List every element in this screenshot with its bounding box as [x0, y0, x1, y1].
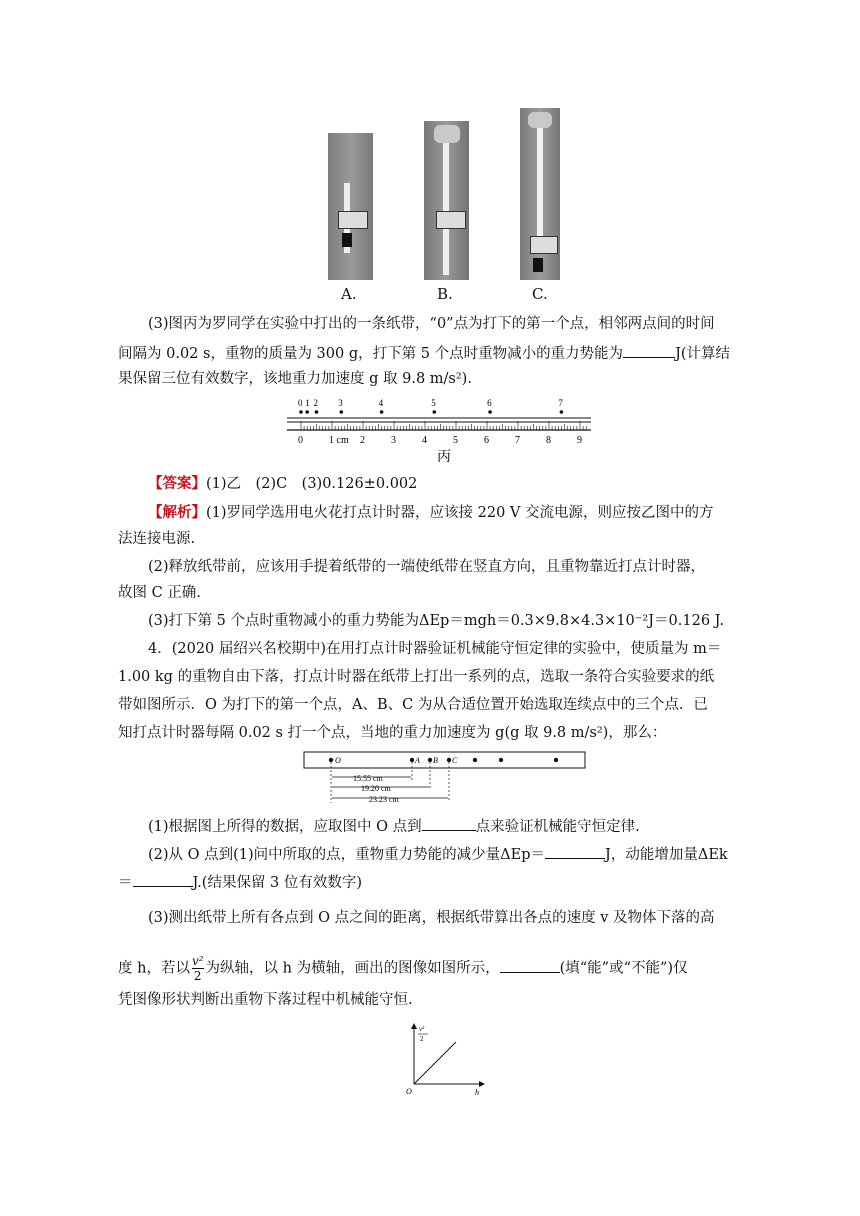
ruler-cm-label: 0: [298, 435, 303, 446]
tape-ruler-figure: [285, 392, 595, 464]
analysis-line-2: 法连接电源.: [118, 531, 196, 547]
tape-label-a: A: [415, 756, 420, 765]
ruler-point-label: 7: [558, 398, 563, 408]
sub3-blank: [500, 958, 560, 973]
sub2-line-2: ＝ J.(结果保留 3 位有效数字): [118, 872, 362, 893]
sub3-fraction: $\frac{\text{v²}}{2}$: [191, 954, 204, 983]
sub2-blank-2: [133, 872, 193, 887]
ruler-cm-label: 3: [391, 435, 396, 446]
v2-h-graph: [398, 1020, 490, 1100]
tape-figure: [303, 750, 587, 806]
ruler-point-label: 5: [431, 398, 436, 408]
q4-line-3: 带如图所示．O 为打下的第一个点，A、B、C 为从合适位置开始选取连续点中的三个点．已: [118, 697, 708, 713]
sub3-line-1: (3)测出纸带上所有各点到 O 点之间的距离，根据纸带算出各点的速度 v 及物体下落的高: [148, 910, 715, 926]
q3-line-2: 间隔为 0.02 s，重物的质量为 300 g，打下第 5 个点时重物减小的重力势能为 J(计算结: [118, 343, 730, 364]
q4-line-1: 4．(2020 届绍兴名校期中)在用打点计时器验证机械能守恒定律的实验中，使质量为 m＝: [148, 641, 722, 657]
answer-line: [148, 474, 417, 494]
tape-dim-1: 15.55 cm: [353, 774, 383, 783]
analysis-line-5: (3)打下第 5 个点时重物减小的重力势能为ΔEp＝mgh＝0.3×9.8×4.3×10⁻²J＝0.126 J.: [148, 613, 724, 629]
sub3-line-3: 凭图像形状判断出重物下落过程中机械能守恒.: [118, 992, 413, 1008]
caption-c: C.: [532, 285, 548, 303]
analysis-tag: 【解析】: [148, 504, 206, 521]
tape-label-o: O: [335, 756, 341, 765]
q3-answer-blank: [623, 343, 675, 358]
ruler-point-label: 4: [378, 398, 384, 408]
graph-line: [414, 1042, 456, 1084]
answer-text: (1)乙 (2)C (3)0.126±0.002: [206, 476, 418, 492]
ruler-caption: 丙: [437, 450, 451, 464]
ruler-cm-label: 4: [422, 435, 427, 446]
sub3-line-2: 度 h，若以 $\frac{\text{v²}}{2}$ 为纵轴，以 h 为横轴，画出的图像如图所示， (填“能”或“不能”)仅: [118, 954, 688, 983]
ruler-point: [488, 410, 492, 414]
ruler-cm-label: 7: [515, 435, 520, 446]
graph-y-label-den: 2: [420, 1035, 424, 1043]
analysis-line-4: 故图 C 正确.: [118, 585, 201, 601]
q4-line-4: 知打点计时器每隔 0.02 s 打一个点，当地的重力加速度为 g(g 取 9.8 m/s²)，那么：: [118, 725, 667, 741]
sub1-blank: [422, 816, 476, 831]
tape-dim-2: 19.20 cm: [361, 784, 391, 793]
sub1-line: (1)根据图上所得的数据，应取图中 O 点到 点来验证机械能守恒定律.: [148, 816, 640, 837]
photo-b: [424, 121, 469, 280]
q3-line-3: 果保留三位有效数字，该地重力加速度 g 取 9.8 m/s²).: [118, 371, 472, 387]
ruler-point-label: 1: [305, 398, 310, 408]
caption-a: A.: [341, 285, 357, 303]
photo-c: [520, 108, 560, 280]
ruler-cm-label: 2: [360, 435, 365, 446]
graph-y-label-num: v²: [419, 1025, 425, 1033]
ruler-cm-label: 5: [453, 435, 458, 446]
ruler-point: [340, 410, 344, 414]
graph-origin-label: O: [406, 1087, 412, 1096]
analysis-line-1: 【解析】(1)罗同学选用电火花打点计时器，应该接 220 V 交流电源，则应按乙图中的方: [148, 504, 714, 521]
analysis-line-3: (2)释放纸带前，应该用手提着纸带的一端使纸带在竖直方向，且重物靠近打点计时器，: [148, 559, 706, 575]
ruler-cm-label: 9: [577, 435, 582, 446]
tape-label-c: C: [452, 756, 458, 765]
ruler-point-label: 2: [313, 398, 318, 408]
caption-b: B.: [437, 285, 453, 303]
photo-a: [328, 133, 373, 280]
ruler-cm-label: 8: [546, 435, 551, 446]
ruler-point-label: 6: [487, 398, 492, 408]
tape-dim-3: 23.23 cm: [369, 795, 399, 804]
ruler-point: [305, 410, 309, 414]
ruler-point: [299, 410, 303, 414]
sub2-blank-1: [545, 844, 605, 859]
tape-label-b: B: [433, 756, 438, 765]
answer-tag: 【答案】: [148, 475, 206, 492]
sub2-line-1: (2)从 O 点到(1)问中所取的点，重物重力势能的减少量ΔEp＝ J，动能增加量ΔEk: [148, 844, 728, 865]
ruler-cm-label: 6: [484, 435, 489, 446]
ruler-point-label: 0: [298, 398, 303, 408]
ruler-point: [315, 410, 319, 414]
q3-line-1: (3)图丙为罗同学在实验中打出的一条纸带，“0”点为打下的第一个点，相邻两点间的时间: [148, 316, 715, 332]
ruler-cm-label: 1 cm: [329, 435, 349, 446]
ruler-point: [380, 410, 384, 414]
ruler-point: [560, 410, 564, 414]
graph-x-label: h: [475, 1088, 479, 1097]
ruler-point-label: 3: [338, 398, 343, 408]
ruler-point: [433, 410, 437, 414]
q4-line-2: 1.00 kg 的重物自由下落，打点计时器在纸带上打出一系列的点，选取一条符合实验要求的纸: [118, 669, 715, 685]
